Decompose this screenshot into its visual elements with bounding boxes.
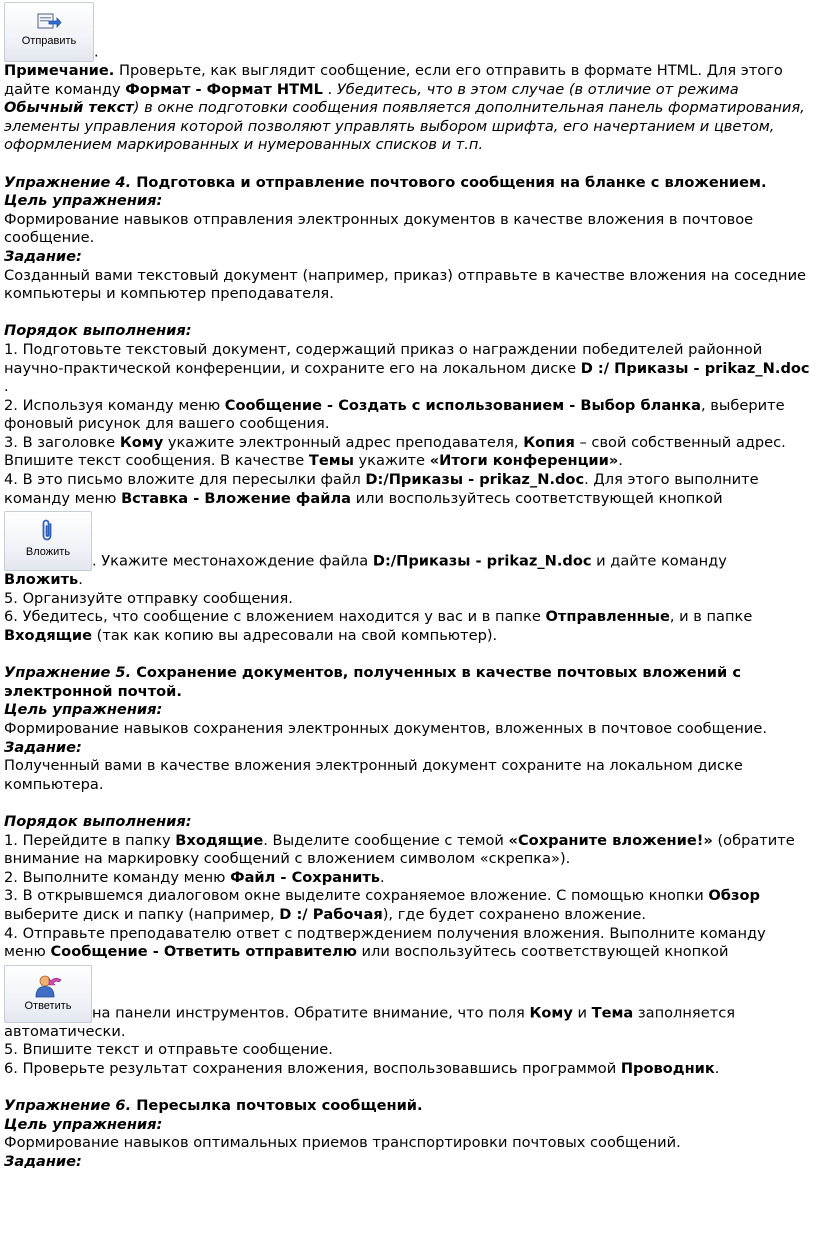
note-italic-1: Убедитесь, что в этом случае (в отличие от режима [336, 80, 739, 98]
ex5-task: Полученный вами в качестве вложения электронный документ сохраните на локальном диске компьютера. [4, 757, 743, 793]
attach-button[interactable] [4, 511, 92, 571]
reply-button-label: Ответить [24, 999, 72, 1012]
ex4-step-3: 3. В заголовке Кому укажите электронный адрес преподавателя, Копия – свой собственный адрес. Впишите текст сообщения. В качестве Темы укажите «Итоги конференции». [4, 433, 786, 470]
ex5-step-6: 6. Проверьте результат сохранения вложения, воспользовавшись программой Проводник. [4, 1059, 720, 1077]
send-button-row [4, 0, 810, 62]
send-button-label: Отправить [21, 35, 77, 47]
ex4-step-4-cont: Вложить . Укажите местонахождение файла D:/Приказы - prikaz_N.doc и дайте команду Вложить. [4, 511, 810, 590]
ex5-step-2: 2. Выполните команду меню Файл - Сохранить. [4, 868, 385, 886]
ex6-label: Упражнение 6. [4, 1097, 132, 1115]
ex4-title: Подготовка и отправление почтового сообщения на бланке с вложением. [131, 173, 767, 191]
ex4-step-6: 6. Убедитесь, что сообщение с вложением находится у вас и в папке Отправленные, и в папке Входящие (так как копию вы адресовали на свой компьютер). [4, 608, 753, 645]
reply-button[interactable] [4, 965, 92, 1023]
ex5-label: Упражнение 5. [4, 664, 132, 682]
ex4-task-label: Задание: [4, 247, 82, 265]
ex4-step-1: 1. Подготовьте текстовый документ, содержащий приказ о награждении победителей районной научно-практической конференции, и сохраните его на локальном диске D :/ Приказы - prikaz_N.doc . [4, 340, 810, 396]
ex4-goal-label: Цель упражнения: [4, 192, 163, 210]
ex5-title: Сохранение документов, полученных в качестве почтовых вложений с электронной почтой. [4, 664, 741, 700]
ex4-step-4: 4. В это письмо вложите для пересылки файл D:/Приказы - prikaz_N.doc. Для этого выполните команду меню Вставка - Вложение файла или воспользуйтесь соответствующей кнопкой [4, 471, 759, 507]
attach-button-label: Вложить [25, 546, 71, 559]
ex5-step-1: 1. Перейдите в папку Входящие. Выделите сообщение с темой «Сохраните вложение!» (обратите внимание на маркировку сообщений с вложением символом «скрепка»). [4, 831, 795, 868]
ex4-step-5: 5. Организуйте отправку сообщения. [4, 589, 293, 607]
ex4-heading [4, 174, 810, 193]
paperclip-icon [39, 518, 57, 544]
ex5-step-4-cont: Ответить на панели инструментов. Обратите внимание, что поля Кому и Тема заполняется автоматически. [4, 965, 810, 1042]
note-label: Примечание. [4, 62, 115, 79]
ex4-order-label: Порядок выполнения: [4, 322, 192, 340]
ex5-order-label: Порядок выполнения: [4, 812, 192, 830]
ex4-label: Упражнение 4. [4, 173, 132, 191]
ex4-goal: Формирование навыков отправления электронных документов в качестве вложения в почтовое сообщение. [4, 210, 754, 247]
ex4-step-2: 2. Используя команду меню Сообщение - Создать с использованием - Выбор бланка, выберите фоновый рисунок для вашего сообщения. [4, 396, 785, 433]
ex5-goal: Формирование навыков сохранения электронных документов, вложенных в почтовое сообщение. [4, 720, 768, 737]
ex6-goal: Формирование навыков оптимальных приемов транспортировки почтовых сообщений. [4, 1134, 681, 1152]
reply-icon [33, 974, 63, 998]
ex5-step-3: 3. В открывшемся диалоговом окне выделите сохраняемое вложение. С помощью кнопки Обзор выберите диск и папку (например, D :/ Рабочая), где будет сохранено вложение. [4, 887, 760, 923]
send-icon [36, 11, 62, 33]
ex6-heading [4, 1097, 810, 1116]
note-italic-2: ) в окне подготовки сообщения появляется дополнительная панель форматирования, элементы управления которой позволяют управлять выбором шрифта, его начертанием и цветом, оформлением маркированных и нумерованных списков и т.п. [4, 99, 805, 154]
ex4-task: Созданный вами текстовый документ (например, приказ) отправьте в качестве вложения на соседние компьютеры и компьютер преподавателя. [4, 266, 807, 303]
ex6-task-label: Задание: [4, 1152, 82, 1170]
ex5-task-label: Задание: [4, 738, 82, 756]
note-text-2: . [322, 80, 337, 98]
note-mode: Обычный текст [4, 99, 134, 117]
ex5-heading [4, 664, 810, 701]
send-button[interactable] [4, 2, 94, 62]
note-command: Формат - Формат HTML [125, 80, 323, 98]
ex5-step-4: 4. Отправьте преподавателю ответ с подтверждением получения вложения. Выполните команду меню Сообщение - Ответить отправителю или воспользуйтесь соответствующей кнопкой [4, 924, 766, 961]
ex5-goal-label: Цель упражнения: [4, 701, 163, 719]
note-text-1: Проверьте, как выглядит сообщение, если его отправить в формате HTML. Для этого дайте команду [4, 62, 783, 98]
ex6-goal-label: Цель упражнения: [4, 1115, 163, 1133]
top-dot: . [94, 43, 99, 61]
ex6-title: Пересылка почтовых сообщений. [131, 1097, 423, 1115]
note-paragraph [4, 62, 810, 155]
ex5-step-5: 5. Впишите текст и отправьте сообщение. [4, 1041, 333, 1059]
